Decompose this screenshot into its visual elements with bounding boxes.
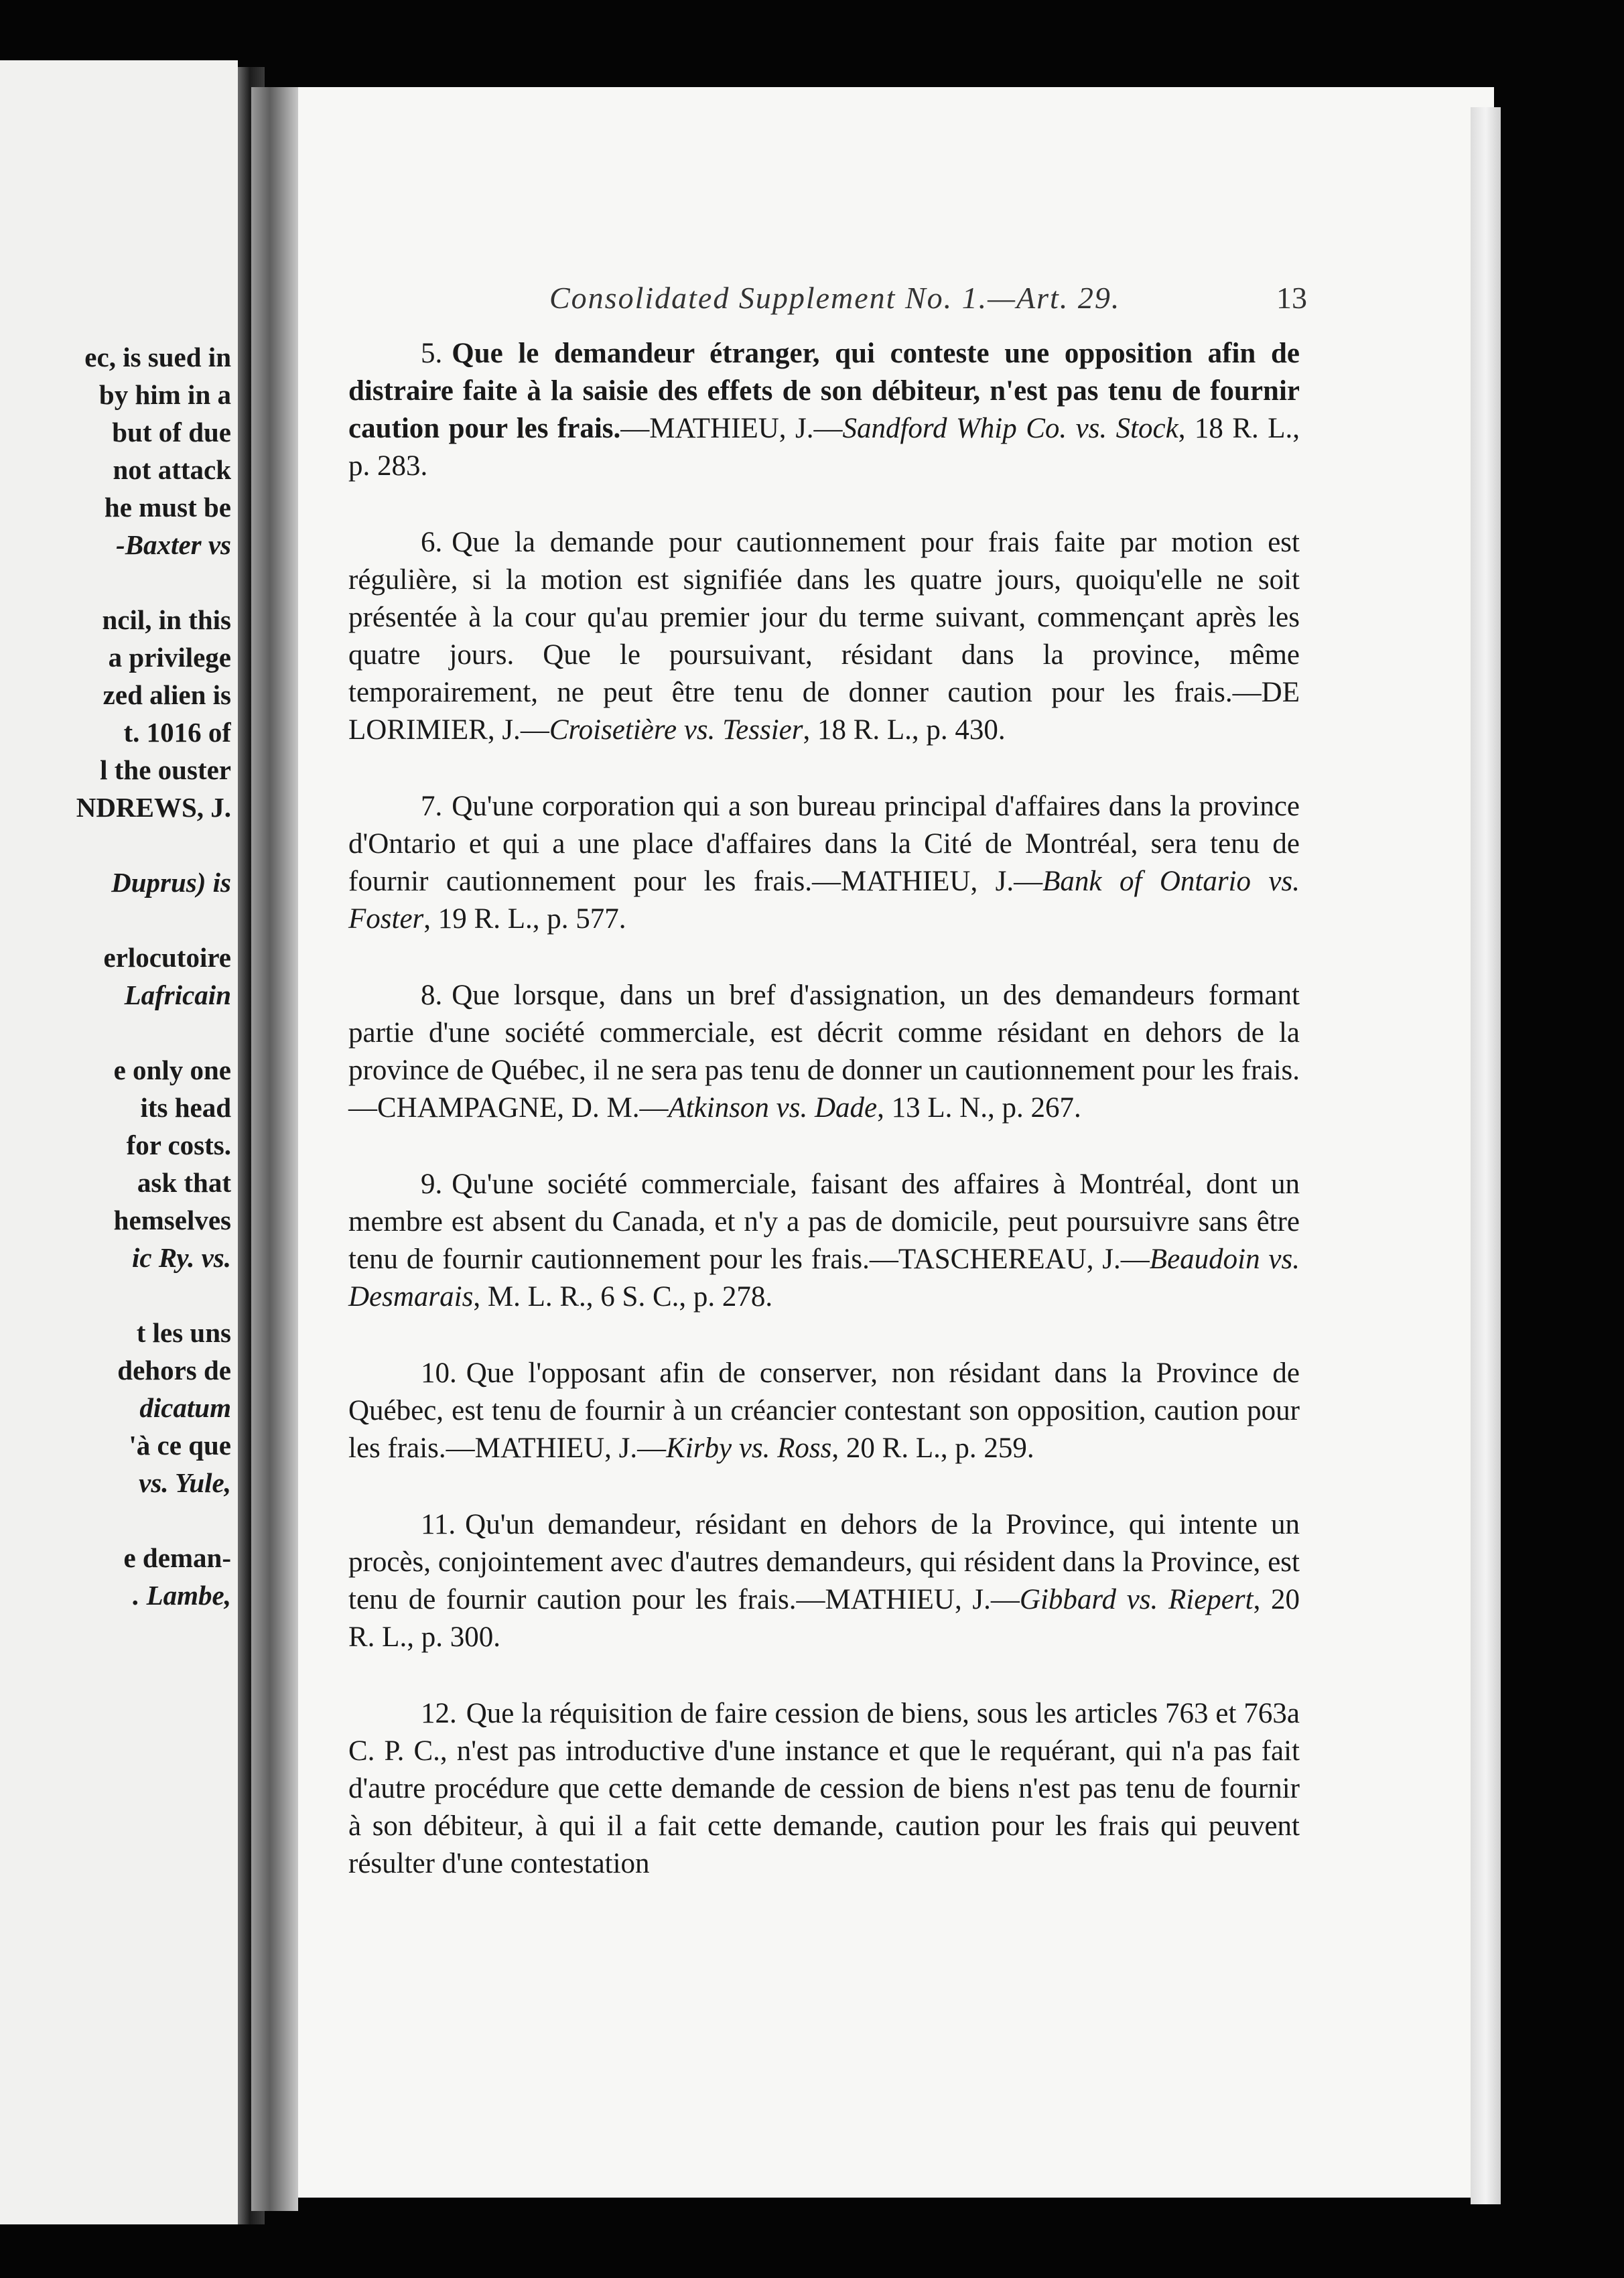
left-page-line: zed alien is <box>103 679 231 710</box>
entry-number: 5. <box>421 338 443 369</box>
left-page-line: by him in a <box>98 379 231 410</box>
left-page-line: dehors de <box>117 1355 231 1386</box>
entry-text: Qu'une corporation qui a son bureau principal d'affaires dans la province d'Ontario et qui a une place d'affaires dans la Cité de Montréal, sera tenu de fournir cautionnement pour les frais. <box>348 791 1300 897</box>
page-number: 13 <box>1276 281 1307 315</box>
entry-reference: , 18 R. L., p. 430. <box>803 714 1006 746</box>
left-page-line: ic Ry. vs. <box>131 1242 231 1273</box>
page-edge <box>1471 107 1501 2204</box>
entry-case: Croisetière vs. Tessier <box>549 714 803 746</box>
left-page-line <box>0 901 231 939</box>
left-page-line: e deman- <box>123 1542 231 1573</box>
entry-text: Qu'un demandeur, résidant en dehors de la Province, qui intente un procès, conjointement avec d'autres demandeurs, qui résident dans la Province, est tenu de fournir caution pour les frais. <box>348 1509 1300 1615</box>
entry-text: Que le demandeur étranger, qui conteste une opposition afin de distraire faite à la saisie des effets de son débiteur, n'est pas tenu de fournir caution pour les frais. <box>348 338 1300 444</box>
left-page-line: NDREWS, J. <box>76 792 231 823</box>
entry-number: 8. <box>421 980 443 1011</box>
entry-number: 11. <box>421 1509 456 1540</box>
left-page-line: a privilege <box>108 642 231 673</box>
left-page-line: its head <box>140 1092 231 1123</box>
left-page-line <box>0 563 231 601</box>
left-page-line <box>0 1276 231 1314</box>
left-page-line: dicatum <box>139 1392 231 1423</box>
entry-6: 6. Que la demande pour cautionnement pour frais faite par motion est régulière, si la motion est signifiée dans les quatre jours, quoiqu'elle ne soit présentée à la cour qu'au premier jour du terme suivant, commençant après les quatre jours. Que le poursuivant, résidant dans la province, même temporairement, ne peut être tenu de donner caution pour les frais.—DE LORIMIER, J.—Croisetière vs. Tessier, 18 R. L., p. 430. <box>348 527 1300 746</box>
entry-text: Que lorsque, dans un bref d'assignation, un des demandeurs formant partie d'une société commerciale, est décrit comme résidant en dehors de la province de Québec, il ne sera pas tenu de donner un cautionnement pour les frais. <box>348 980 1300 1086</box>
entry-number: 12. <box>421 1698 457 1729</box>
entry-judge: MATHIEU, J. <box>841 866 1014 897</box>
left-page-line: ask that <box>137 1167 231 1198</box>
entry-reference: , 20 R. L., p. 300. <box>348 1584 1300 1653</box>
left-page-line: ncil, in this <box>102 604 231 635</box>
left-page-line <box>0 1501 231 1539</box>
left-page-line: he must be <box>104 492 231 523</box>
left-page-text <box>0 338 231 1614</box>
left-page-line: hemselves <box>113 1205 231 1235</box>
entry-case: Bank of Ontario vs. Foster <box>348 866 1300 935</box>
entry-number: 10. <box>421 1357 457 1389</box>
entry-case: Sandford Whip Co. vs. Stock <box>842 413 1178 444</box>
entry-8: 8. Que lorsque, dans un bref d'assignation, un des demandeurs formant partie d'une société commerciale, est décrit comme résidant en dehors de la province de Québec, il ne sera pas tenu de donner un cautionnement pour les frais.—CHAMPAGNE, D. M.—Atkinson vs. Dade, 13 L. N., p. 267. <box>348 980 1300 1124</box>
entry-judge: DE LORIMIER, J. <box>348 677 1300 746</box>
entries-list <box>348 335 1300 1922</box>
left-page-line: not attack <box>113 454 231 485</box>
entry-reference: , 18 R. L., p. 283. <box>348 413 1300 482</box>
left-page-line: erlocutoire <box>103 942 231 973</box>
entry-11: 11. Qu'un demandeur, résidant en dehors de la Province, qui intente un procès, conjointement avec d'autres demandeurs, qui résident dans la Province, est tenu de fournir caution pour les frais.—MATHIEU, J.—Gibbard vs. Riepert, 20 R. L., p. 300. <box>348 1509 1300 1653</box>
entry-reference: , 13 L. N., p. 267. <box>877 1092 1081 1124</box>
entry-number: 7. <box>421 791 443 822</box>
entry-case: Gibbard vs. Riepert <box>1019 1584 1254 1615</box>
entry-reference: , M. L. R., 6 S. C., p. 278. <box>473 1281 773 1313</box>
entry-5: 5. Que le demandeur étranger, qui conteste une opposition afin de distraire faite à la saisie des effets de son débiteur, n'est pas tenu de fournir caution pour les frais.—MATHIEU, J.—Sandford Whip Co. vs. Stock, 18 R. L., p. 283. <box>348 338 1300 482</box>
entry-12 <box>348 1695 1300 1883</box>
spine-shadow <box>251 87 298 2211</box>
left-page-line: for costs. <box>126 1130 231 1160</box>
left-page-line <box>0 1014 231 1051</box>
left-page-line: vs. Yule, <box>139 1467 231 1498</box>
entry-reference: , 20 R. L., p. 259. <box>831 1432 1034 1464</box>
entry-judge: MATHIEU, J. <box>825 1584 991 1615</box>
left-page-line: t les uns <box>136 1317 231 1348</box>
left-page-line: e only one <box>113 1055 231 1085</box>
left-page-line: t. 1016 of <box>123 717 231 748</box>
entry-judge: MATHIEU, J. <box>649 413 814 444</box>
entry-case: Beaudoin vs. Desmarais <box>348 1244 1300 1313</box>
entry-9: 9. Qu'une société commerciale, faisant des affaires à Montréal, dont un membre est absent du Canada, et n'y a pas de domicile, peut poursuivre sans être tenu de fournir cautionnement pour les frais.—TASCHEREAU, J.—Beaudoin vs. Desmarais, M. L. R., 6 S. C., p. 278. <box>348 1168 1300 1313</box>
entry-judge: TASCHEREAU, J. <box>898 1244 1121 1275</box>
left-page-line: . Lambe, <box>133 1580 231 1611</box>
left-page-line: l the ouster <box>100 754 231 785</box>
entry-reference: , 19 R. L., p. 577. <box>423 903 626 935</box>
entry-text: Que l'opposant afin de conserver, non résidant dans la Province de Québec, est tenu de fournir à un créancier contestant son opposition, caution pour les frais. <box>348 1357 1300 1464</box>
entry-7: 7. Qu'une corporation qui a son bureau principal d'affaires dans la province d'Ontario et qui a une place d'affaires dans la Cité de Montréal, sera tenu de fournir cautionnement pour les frais.—MATHIEU, J.—Bank of Ontario vs. Foster, 19 R. L., p. 577. <box>348 791 1300 935</box>
entry-10: 10. Que l'opposant afin de conserver, non résidant dans la Province de Québec, est tenu de fournir à un créancier contestant son opposition, caution pour les frais.—MATHIEU, J.—Kirby vs. Ross, 20 R. L., p. 259. <box>348 1357 1300 1464</box>
left-page-line: ec, is sued in <box>84 342 231 373</box>
left-page-line: 'à ce que <box>129 1430 231 1461</box>
entry-judge: MATHIEU, J. <box>474 1432 638 1464</box>
left-page-line: Lafricain <box>124 980 231 1010</box>
left-page-line: Duprus) is <box>111 867 231 898</box>
left-page-line: but of due <box>112 417 231 448</box>
left-page-line <box>0 826 231 864</box>
entry-case: Atkinson vs. Dade <box>668 1092 878 1124</box>
entry-text: Qu'une société commerciale, faisant des affaires à Montréal, dont un membre est absent du Canada, et n'y a pas de domicile, peut poursuivre sans être tenu de fournir cautionnement pour les frais. <box>348 1168 1300 1275</box>
entry-text: Que la réquisition de faire cession de biens, sous les articles 763 et 763a C. P. C., n'est pas introductive d'une instance et que le requérant, qui n'a pas fait d'autre procédure que cette demande de cession de biens n'est pas tenu de fournir à son débiteur, à qui il a fait cette demande, caution pour les frais qui peuvent résulter d'une contestation <box>348 1698 1300 1879</box>
entry-number: 6. <box>421 527 443 558</box>
entry-text: Que la demande pour cautionnement pour frais faite par motion est régulière, si la motion est signifiée dans les quatre jours, quoiqu'elle ne soit présentée à la cour qu'au premier jour du terme suivant, commençant après les quatre jours. Que le poursuivant, résidant dans la province, même temporairement, ne peut être tenu de donner caution pour les frais. <box>348 527 1300 708</box>
entry-number: 9. <box>421 1168 443 1200</box>
running-head: Consolidated Supplement No. 1.—Art. 29. <box>549 281 1121 315</box>
entry-judge: CHAMPAGNE, D. M. <box>377 1092 640 1124</box>
entry-case: Kirby vs. Ross <box>666 1432 832 1464</box>
left-page-line: -Baxter vs <box>116 529 231 560</box>
